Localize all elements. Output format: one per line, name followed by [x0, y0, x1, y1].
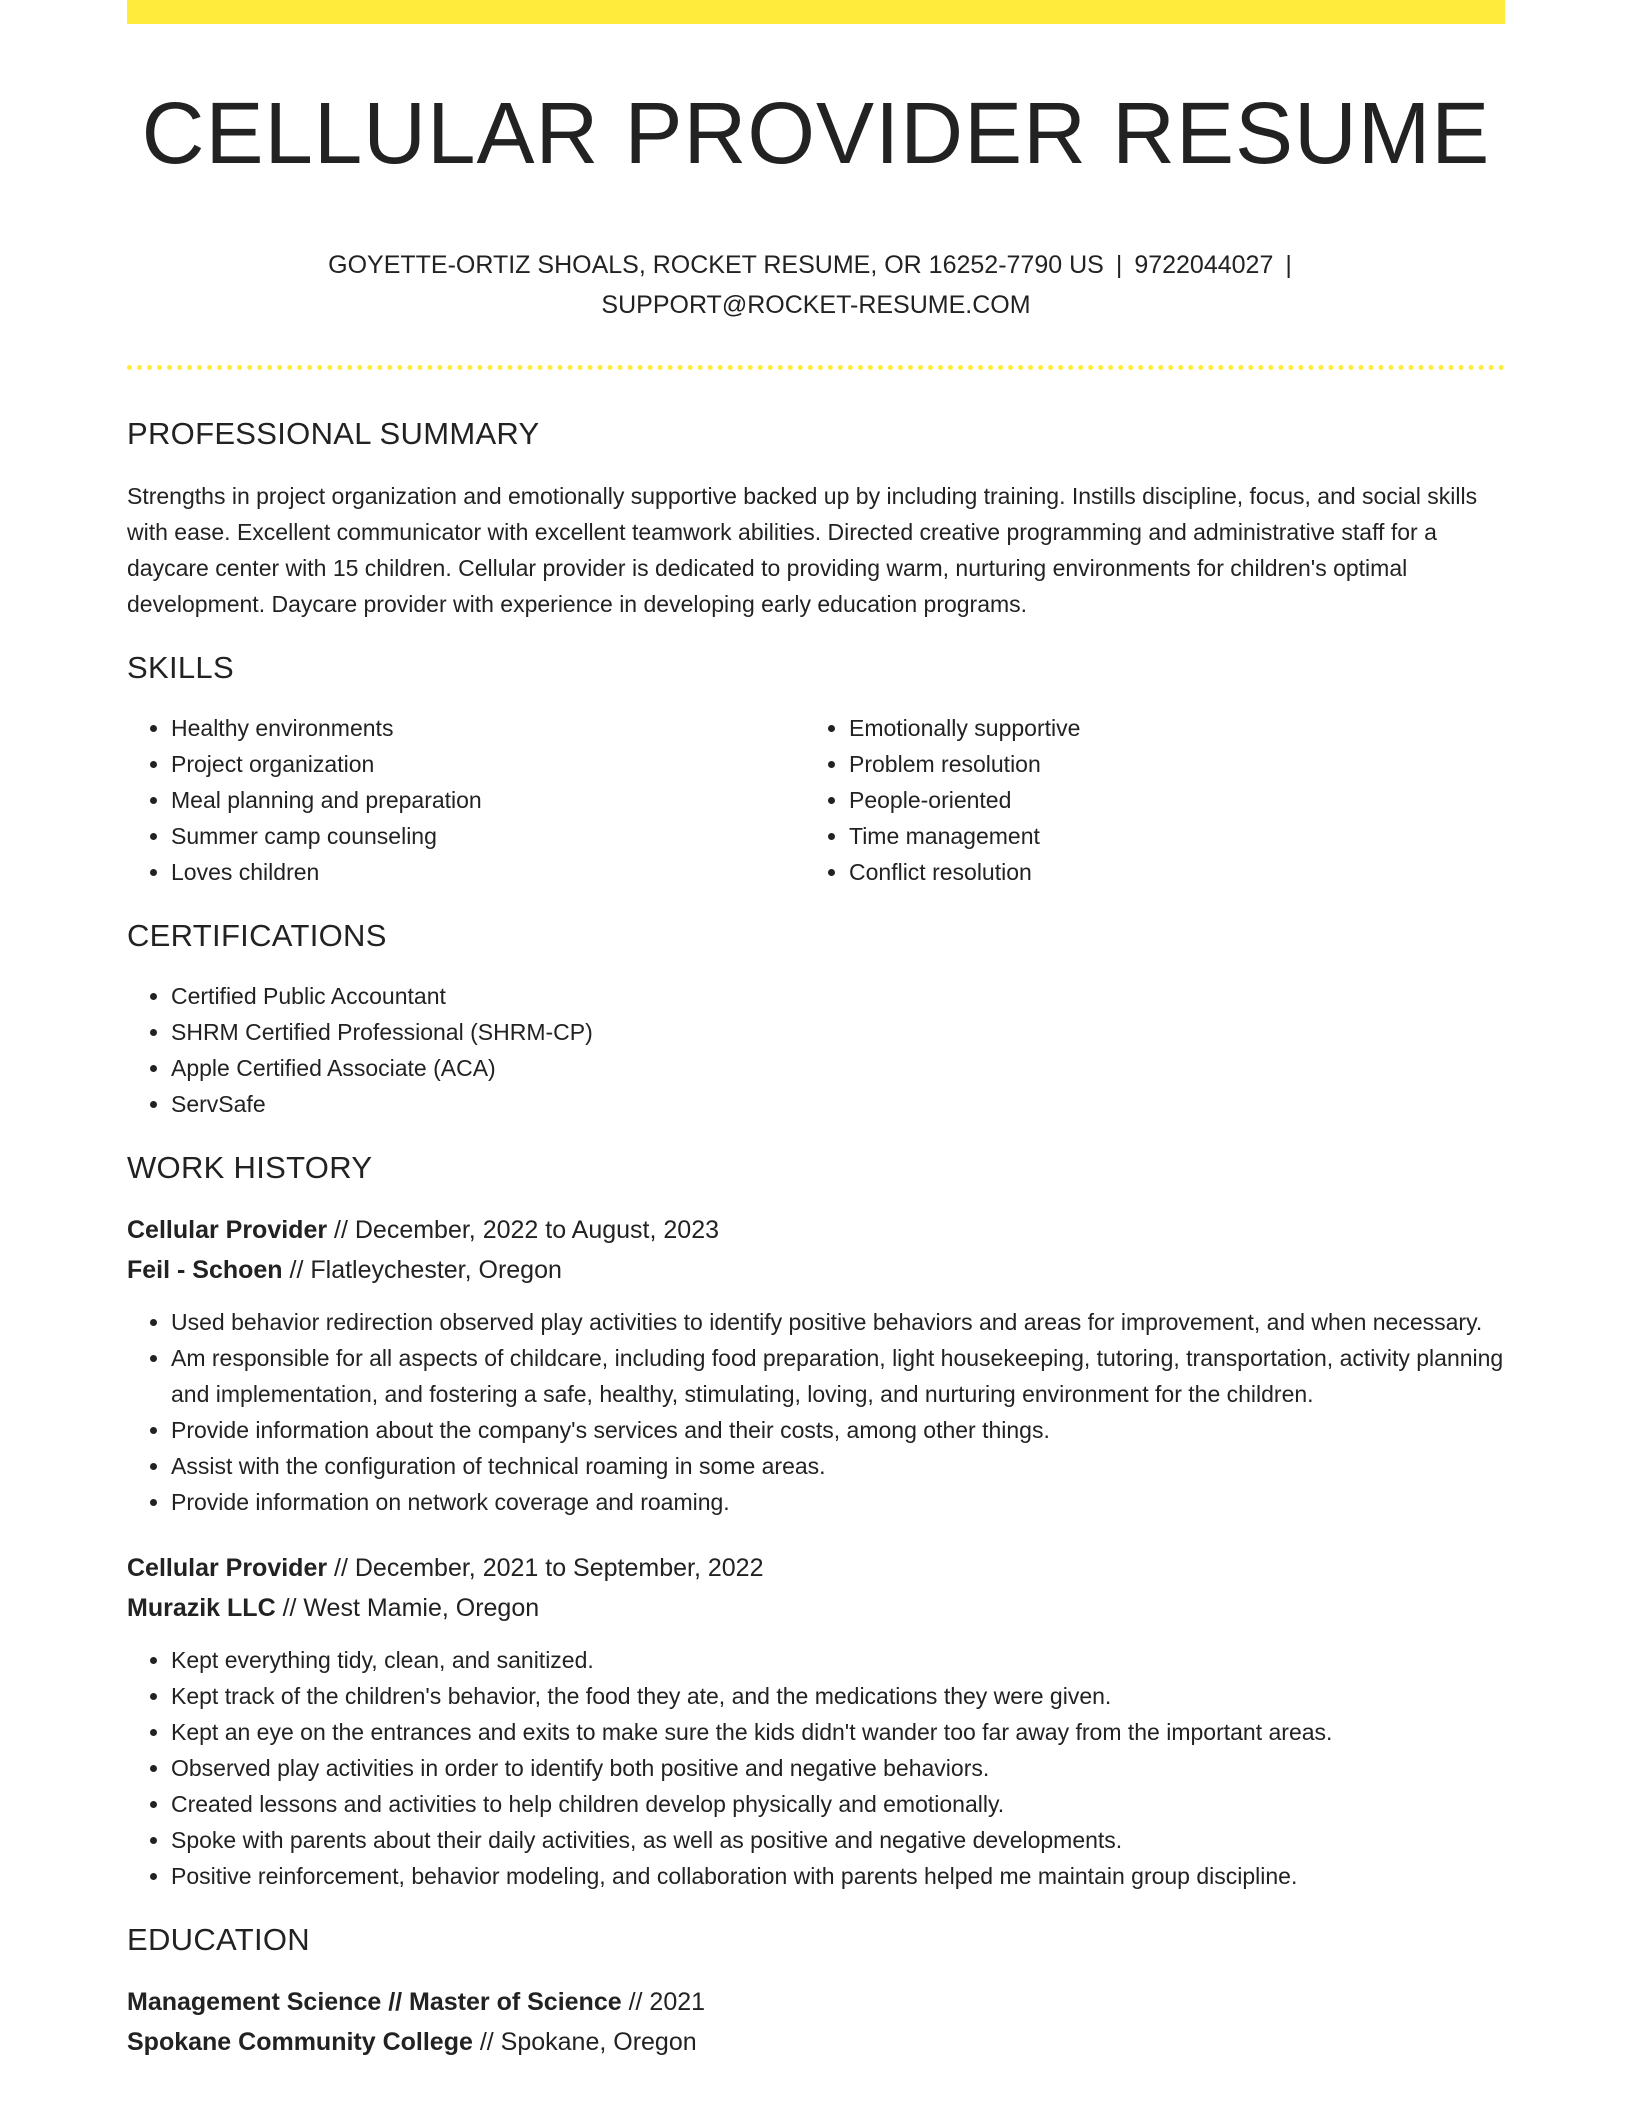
resume-title: CELLULAR PROVIDER RESUME: [141, 85, 1491, 182]
job-company-line: [127, 1250, 1505, 1290]
top-accent-bar: [127, 0, 1505, 24]
job-bullet: • Kept track of the children's behavior, the food they ate, and the medications they were given.: [171, 1678, 1505, 1714]
job-bullet: • Am responsible for all aspects of childcare, including food preparation, light housekeeping, tutoring, transportation, activity planning and implementation, and fostering a safe, healthy, stimulating, loving, and nurturing environment for the children.: [171, 1340, 1505, 1412]
section-heading-summary: PROFESSIONAL SUMMARY: [127, 415, 540, 451]
section-heading-skills: SKILLS: [127, 649, 234, 685]
summary-text: Strengths in project organization and emotionally supportive backed up by including training. Instills discipline, focus, and social skills with ease. Excellent communicator with excellent teamwork abilities. Directed creative programming and administrative staff for a daycare center with 15 children. Cellular provider is dedicated to providing warm, nurturing environments for children's optimal development. Daycare provider with experience in developing early education programs.: [127, 482, 1478, 617]
certification-item: • SHRM Certified Professional (SHRM-CP): [171, 1014, 1505, 1050]
job-bullets: [127, 1642, 1505, 1894]
section-heading-certifications: CERTIFICATIONS: [127, 917, 387, 953]
job-bullet: • Assist with the configuration of technical roaming in some areas.: [171, 1448, 1505, 1484]
contact-separator: |: [1285, 250, 1292, 279]
job-bullet: • Positive reinforcement, behavior modeling, and collaboration with parents helped me maintain group discipline.: [171, 1858, 1505, 1894]
job-bullet: • Used behavior redirection observed play activities to identify positive behaviors and areas for improvement, and when necessary.: [171, 1304, 1505, 1340]
work-history-section: [127, 1148, 1505, 1894]
skill-item: • Meal planning and preparation: [171, 782, 805, 818]
summary-section: [127, 414, 1505, 622]
skill-item: • Loves children: [171, 854, 805, 890]
job-company-line: [127, 1588, 1505, 1628]
job-bullet: • Created lessons and activities to help children develop physically and emotionally.: [171, 1786, 1505, 1822]
section-heading-education: EDUCATION: [127, 1921, 310, 1957]
skills-list-right: [805, 710, 1483, 890]
contact-line: [316, 245, 1316, 325]
job-company: Murazik LLC: [127, 1593, 276, 1622]
skill-item: • Problem resolution: [849, 746, 1483, 782]
skill-item: • Project organization: [171, 746, 805, 782]
skills-list-left: [127, 710, 805, 890]
job-bullet: • Observed play activities in order to identify both positive and negative behaviors.: [171, 1750, 1505, 1786]
skill-item: • Time management: [849, 818, 1483, 854]
contact-address: GOYETTE-ORTIZ SHOALS, ROCKET RESUME, OR 16252-7790 US: [328, 250, 1104, 279]
contact-phone: 9722044027: [1134, 250, 1274, 279]
job-title-line: [127, 1210, 1505, 1250]
skill-item: • Conflict resolution: [849, 854, 1483, 890]
education-degree-line: [127, 1982, 1505, 2022]
job-bullets: [127, 1304, 1505, 1520]
job-dates: // December, 2021 to September, 2022: [327, 1553, 764, 1582]
certifications-section: [127, 916, 1505, 1122]
job-bullet: • Spoke with parents about their daily activities, as well as positive and negative developments.: [171, 1822, 1505, 1858]
job-title-line: [127, 1548, 1505, 1588]
contact-email: SUPPORT@ROCKET-RESUME.COM: [601, 290, 1031, 319]
certification-item: • Certified Public Accountant: [171, 978, 1505, 1014]
job-location: // Flatleychester, Oregon: [282, 1255, 562, 1284]
education-school: Spokane Community College: [127, 2027, 473, 2056]
section-heading-work-history: WORK HISTORY: [127, 1149, 373, 1185]
education-location: // Spokane, Oregon: [472, 2027, 697, 2056]
certifications-list: [127, 978, 1505, 1122]
skills-section: [127, 648, 1505, 890]
contact-separator: |: [1115, 250, 1123, 279]
job-location: // West Mamie, Oregon: [275, 1593, 540, 1622]
skills-columns: [127, 710, 1505, 890]
job-entry: [127, 1548, 1505, 1894]
education-school-line: [127, 2022, 1505, 2062]
job-title: Cellular Provider: [127, 1215, 328, 1244]
skill-item: • Healthy environments: [171, 710, 805, 746]
job-dates: // December, 2022 to August, 2023: [327, 1215, 720, 1244]
skill-item: • Emotionally supportive: [849, 710, 1483, 746]
certification-item: • ServSafe: [171, 1086, 1505, 1122]
education-section: [127, 1920, 1505, 2062]
certification-item: • Apple Certified Associate (ACA): [171, 1050, 1505, 1086]
job-entry: [127, 1210, 1505, 1520]
job-title: Cellular Provider: [127, 1553, 328, 1582]
skill-item: • Summer camp counseling: [171, 818, 805, 854]
skill-item: • People-oriented: [849, 782, 1483, 818]
resume-page: [127, 0, 1505, 2062]
job-bullet: • Kept an eye on the entrances and exits to make sure the kids didn't wander too far away from the important areas.: [171, 1714, 1505, 1750]
education-degree: Management Science // Master of Science: [127, 1987, 622, 2016]
job-company: Feil - Schoen: [127, 1255, 283, 1284]
job-bullet: • Provide information about the company's services and their costs, among other things.: [171, 1412, 1505, 1448]
job-bullet: • Kept everything tidy, clean, and sanitized.: [171, 1642, 1505, 1678]
dotted-divider: [127, 365, 1505, 370]
education-year: // 2021: [621, 1987, 706, 2016]
job-bullet: • Provide information on network coverage and roaming.: [171, 1484, 1505, 1520]
